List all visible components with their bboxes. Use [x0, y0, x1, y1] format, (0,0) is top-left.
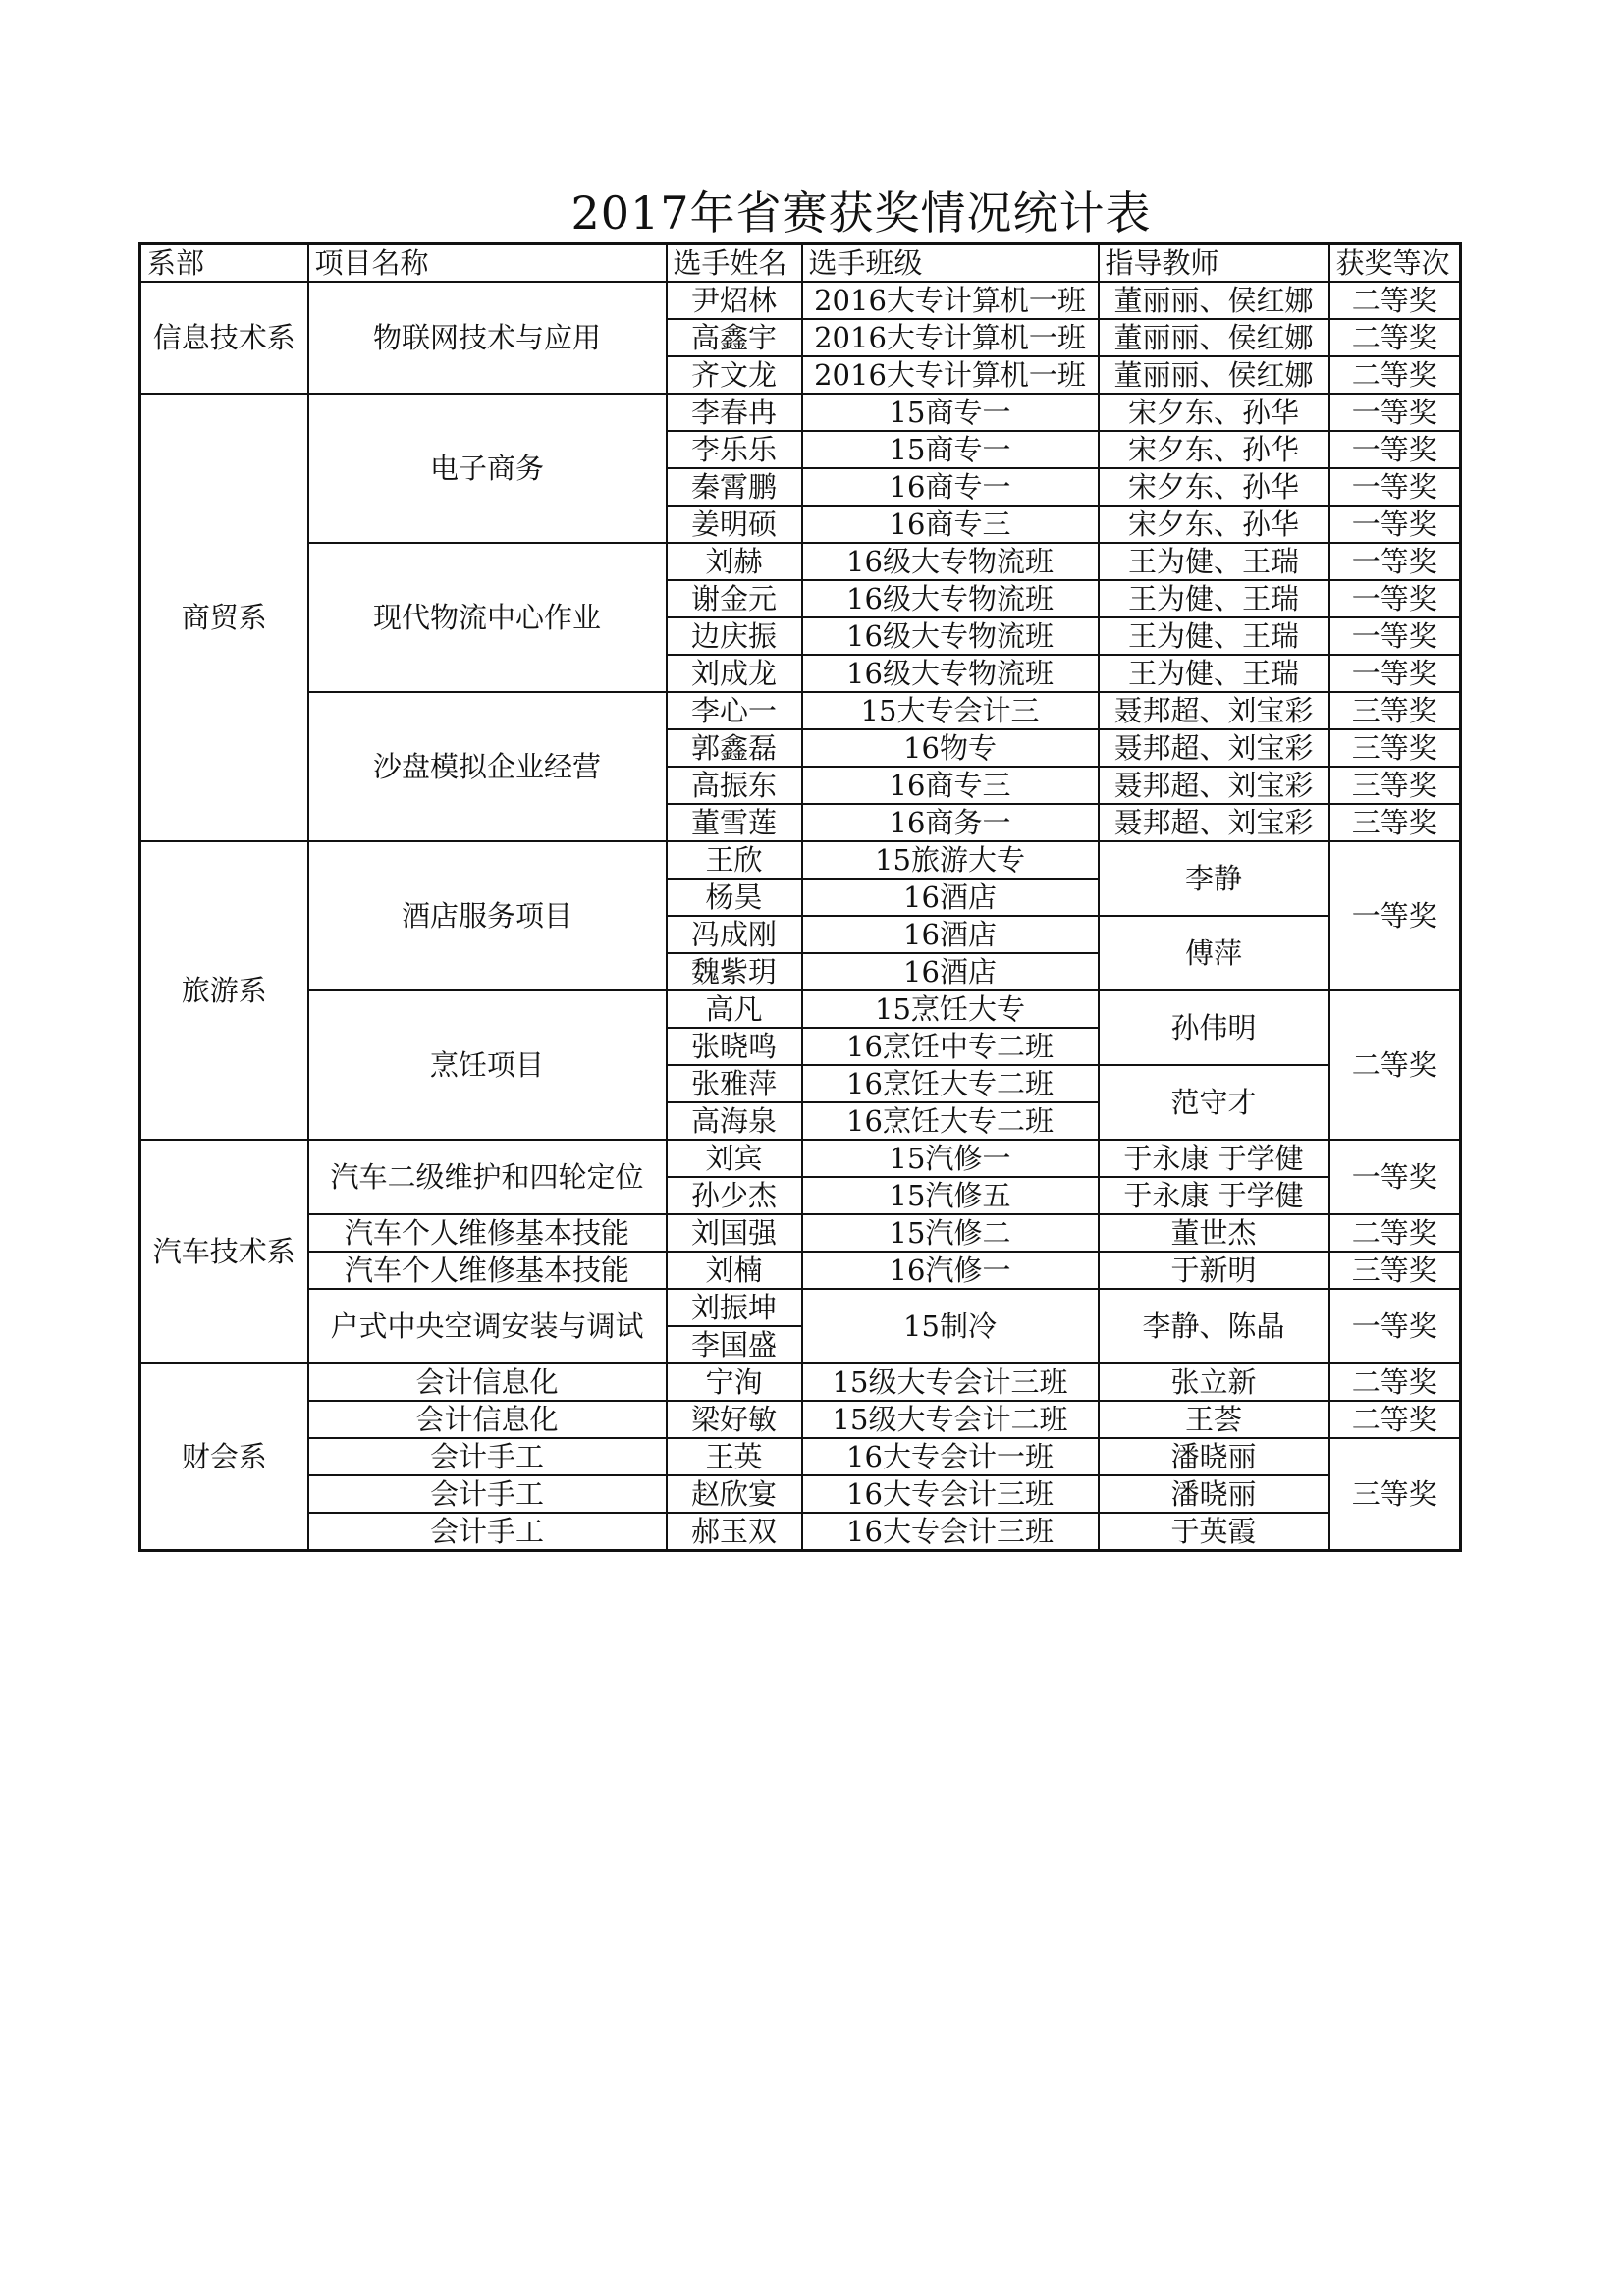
student-name-cell: 孙少杰 — [667, 1177, 802, 1214]
header-class: 选手班级 — [802, 244, 1099, 283]
table-row — [140, 1513, 1461, 1551]
student-name-cell: 赵欣宴 — [667, 1475, 802, 1513]
award-cell: 二等奖 — [1329, 282, 1461, 319]
page-title: 2017年省赛获奖情况统计表 — [570, 187, 1152, 240]
student-name-cell: 郭鑫磊 — [667, 729, 802, 767]
student-class-cell: 15制冷 — [802, 1289, 1099, 1363]
teacher-cell: 于永康 于学健 — [1099, 1140, 1329, 1177]
teacher-cell: 于永康 于学健 — [1099, 1177, 1329, 1214]
student-class-cell: 16级大专物流班 — [802, 580, 1099, 617]
dept-cell: 旅游系 — [140, 841, 308, 1140]
table-body — [140, 282, 1461, 1551]
dept-cell: 汽车技术系 — [140, 1140, 308, 1363]
student-name-cell: 李春冉 — [667, 394, 802, 431]
table-row — [140, 841, 1461, 879]
student-class-cell: 16商专三 — [802, 767, 1099, 804]
student-name-cell: 谢金元 — [667, 580, 802, 617]
student-class-cell: 15商专一 — [802, 394, 1099, 431]
table-row — [140, 394, 1461, 431]
student-name-cell: 刘国强 — [667, 1214, 802, 1252]
student-class-cell: 16级大专物流班 — [802, 543, 1099, 580]
student-class-cell: 16大专会计三班 — [802, 1475, 1099, 1513]
table-row — [140, 1475, 1461, 1513]
award-cell: 三等奖 — [1329, 692, 1461, 729]
teacher-cell: 李静 — [1099, 841, 1329, 916]
project-cell: 电子商务 — [308, 394, 667, 543]
header-dept: 系部 — [140, 244, 308, 283]
table-row — [140, 1252, 1461, 1289]
award-cell: 二等奖 — [1329, 319, 1461, 356]
award-cell: 三等奖 — [1329, 1438, 1461, 1551]
student-class-cell: 15级大专会计二班 — [802, 1401, 1099, 1438]
teacher-cell: 董丽丽、侯红娜 — [1099, 356, 1329, 394]
student-class-cell: 2016大专计算机一班 — [802, 356, 1099, 394]
table-row — [140, 1363, 1461, 1401]
project-cell: 会计手工 — [308, 1475, 667, 1513]
teacher-cell: 董世杰 — [1099, 1214, 1329, 1252]
teacher-cell: 王为健、王瑞 — [1099, 655, 1329, 692]
header-teacher: 指导教师 — [1099, 244, 1329, 283]
student-name-cell: 杨昊 — [667, 879, 802, 916]
student-class-cell: 16大专会计一班 — [802, 1438, 1099, 1475]
table-row — [140, 990, 1461, 1028]
table-row — [140, 692, 1461, 729]
student-name-cell: 尹炤林 — [667, 282, 802, 319]
project-cell: 汽车个人维修基本技能 — [308, 1252, 667, 1289]
project-cell: 会计手工 — [308, 1438, 667, 1475]
teacher-cell: 傅萍 — [1099, 916, 1329, 990]
student-name-cell: 刘振坤 — [667, 1289, 802, 1326]
table-row — [140, 1401, 1461, 1438]
dept-cell: 商贸系 — [140, 394, 308, 841]
teacher-cell: 范守才 — [1099, 1065, 1329, 1140]
student-class-cell: 16大专会计三班 — [802, 1513, 1099, 1551]
student-name-cell: 冯成刚 — [667, 916, 802, 953]
award-cell: 一等奖 — [1329, 617, 1461, 655]
student-class-cell: 15级大专会计三班 — [802, 1363, 1099, 1401]
student-class-cell: 2016大专计算机一班 — [802, 319, 1099, 356]
student-name-cell: 高凡 — [667, 990, 802, 1028]
project-cell: 汽车个人维修基本技能 — [308, 1214, 667, 1252]
award-cell: 一等奖 — [1329, 580, 1461, 617]
student-name-cell: 高鑫宇 — [667, 319, 802, 356]
award-cell: 二等奖 — [1329, 1401, 1461, 1438]
teacher-cell: 聂邦超、刘宝彩 — [1099, 729, 1329, 767]
project-cell: 烹饪项目 — [308, 990, 667, 1140]
student-name-cell: 高振东 — [667, 767, 802, 804]
student-class-cell: 16商专一 — [802, 468, 1099, 506]
student-class-cell: 16汽修一 — [802, 1252, 1099, 1289]
student-class-cell: 16酒店 — [802, 879, 1099, 916]
student-name-cell: 王欣 — [667, 841, 802, 879]
student-name-cell: 王英 — [667, 1438, 802, 1475]
project-cell: 会计信息化 — [308, 1401, 667, 1438]
student-name-cell: 李国盛 — [667, 1326, 802, 1363]
teacher-cell: 孙伟明 — [1099, 990, 1329, 1065]
teacher-cell: 聂邦超、刘宝彩 — [1099, 804, 1329, 841]
student-class-cell: 15大专会计三 — [802, 692, 1099, 729]
student-name-cell: 郝玉双 — [667, 1513, 802, 1551]
header-name: 选手姓名 — [667, 244, 802, 283]
student-name-cell: 高海泉 — [667, 1102, 802, 1140]
table-row — [140, 1214, 1461, 1252]
award-cell: 一等奖 — [1329, 468, 1461, 506]
student-class-cell: 16烹饪中专二班 — [802, 1028, 1099, 1065]
award-cell: 三等奖 — [1329, 1252, 1461, 1289]
table-row — [140, 282, 1461, 319]
student-class-cell: 16酒店 — [802, 953, 1099, 990]
student-class-cell: 16级大专物流班 — [802, 617, 1099, 655]
teacher-cell: 潘晓丽 — [1099, 1475, 1329, 1513]
student-class-cell: 15旅游大专 — [802, 841, 1099, 879]
dept-cell: 信息技术系 — [140, 282, 308, 394]
project-cell: 沙盘模拟企业经营 — [308, 692, 667, 841]
award-cell: 二等奖 — [1329, 1363, 1461, 1401]
award-cell: 三等奖 — [1329, 729, 1461, 767]
project-cell: 汽车二级维护和四轮定位 — [308, 1140, 667, 1214]
table-header-row — [140, 244, 1461, 283]
teacher-cell: 董丽丽、侯红娜 — [1099, 282, 1329, 319]
student-name-cell: 魏紫玥 — [667, 953, 802, 990]
teacher-cell: 李静、陈晶 — [1099, 1289, 1329, 1363]
project-cell: 户式中央空调安装与调试 — [308, 1289, 667, 1363]
award-table — [138, 242, 1462, 1552]
teacher-cell: 宋夕东、孙华 — [1099, 394, 1329, 431]
teacher-cell: 张立新 — [1099, 1363, 1329, 1401]
student-name-cell: 姜明硕 — [667, 506, 802, 543]
student-class-cell: 16商专三 — [802, 506, 1099, 543]
dept-cell: 财会系 — [140, 1363, 308, 1551]
table-row — [140, 1140, 1461, 1177]
student-name-cell: 齐文龙 — [667, 356, 802, 394]
student-name-cell: 董雪莲 — [667, 804, 802, 841]
student-name-cell: 边庆振 — [667, 617, 802, 655]
award-cell: 一等奖 — [1329, 431, 1461, 468]
award-cell: 一等奖 — [1329, 506, 1461, 543]
award-cell: 一等奖 — [1329, 1140, 1461, 1214]
student-name-cell: 宁洵 — [667, 1363, 802, 1401]
student-class-cell: 16物专 — [802, 729, 1099, 767]
award-cell: 二等奖 — [1329, 990, 1461, 1140]
teacher-cell: 宋夕东、孙华 — [1099, 468, 1329, 506]
student-name-cell: 刘赫 — [667, 543, 802, 580]
teacher-cell: 于英霞 — [1099, 1513, 1329, 1551]
teacher-cell: 宋夕东、孙华 — [1099, 506, 1329, 543]
header-award: 获奖等次 — [1329, 244, 1461, 283]
project-cell: 酒店服务项目 — [308, 841, 667, 990]
student-name-cell: 刘楠 — [667, 1252, 802, 1289]
student-class-cell: 16商务一 — [802, 804, 1099, 841]
student-name-cell: 梁好敏 — [667, 1401, 802, 1438]
student-class-cell: 15商专一 — [802, 431, 1099, 468]
student-name-cell: 李乐乐 — [667, 431, 802, 468]
student-class-cell: 16烹饪大专二班 — [802, 1102, 1099, 1140]
award-cell: 三等奖 — [1329, 804, 1461, 841]
student-class-cell: 15烹饪大专 — [802, 990, 1099, 1028]
award-cell: 一等奖 — [1329, 543, 1461, 580]
header-project: 项目名称 — [308, 244, 667, 283]
student-name-cell: 刘宾 — [667, 1140, 802, 1177]
project-cell: 会计信息化 — [308, 1363, 667, 1401]
table-row — [140, 1438, 1461, 1475]
teacher-cell: 宋夕东、孙华 — [1099, 431, 1329, 468]
teacher-cell: 聂邦超、刘宝彩 — [1099, 767, 1329, 804]
award-cell: 二等奖 — [1329, 356, 1461, 394]
student-class-cell: 16酒店 — [802, 916, 1099, 953]
student-name-cell: 张雅萍 — [667, 1065, 802, 1102]
award-cell: 一等奖 — [1329, 394, 1461, 431]
student-name-cell: 刘成龙 — [667, 655, 802, 692]
student-class-cell: 16级大专物流班 — [802, 655, 1099, 692]
student-class-cell: 15汽修一 — [802, 1140, 1099, 1177]
student-class-cell: 15汽修五 — [802, 1177, 1099, 1214]
project-cell: 会计手工 — [308, 1513, 667, 1551]
table-row — [140, 543, 1461, 580]
award-cell: 一等奖 — [1329, 841, 1461, 990]
teacher-cell: 王为健、王瑞 — [1099, 543, 1329, 580]
student-class-cell: 16烹饪大专二班 — [802, 1065, 1099, 1102]
teacher-cell: 王为健、王瑞 — [1099, 617, 1329, 655]
teacher-cell: 于新明 — [1099, 1252, 1329, 1289]
award-cell: 一等奖 — [1329, 655, 1461, 692]
award-cell: 一等奖 — [1329, 1289, 1461, 1363]
award-cell: 二等奖 — [1329, 1214, 1461, 1252]
award-cell: 三等奖 — [1329, 767, 1461, 804]
project-cell: 物联网技术与应用 — [308, 282, 667, 394]
student-class-cell: 15汽修二 — [802, 1214, 1099, 1252]
teacher-cell: 董丽丽、侯红娜 — [1099, 319, 1329, 356]
teacher-cell: 聂邦超、刘宝彩 — [1099, 692, 1329, 729]
table-row — [140, 1289, 1461, 1326]
student-name-cell: 张晓鸣 — [667, 1028, 802, 1065]
student-class-cell: 2016大专计算机一班 — [802, 282, 1099, 319]
teacher-cell: 王为健、王瑞 — [1099, 580, 1329, 617]
student-name-cell: 秦霄鹏 — [667, 468, 802, 506]
student-name-cell: 李心一 — [667, 692, 802, 729]
teacher-cell: 潘晓丽 — [1099, 1438, 1329, 1475]
teacher-cell: 王荟 — [1099, 1401, 1329, 1438]
project-cell: 现代物流中心作业 — [308, 543, 667, 692]
